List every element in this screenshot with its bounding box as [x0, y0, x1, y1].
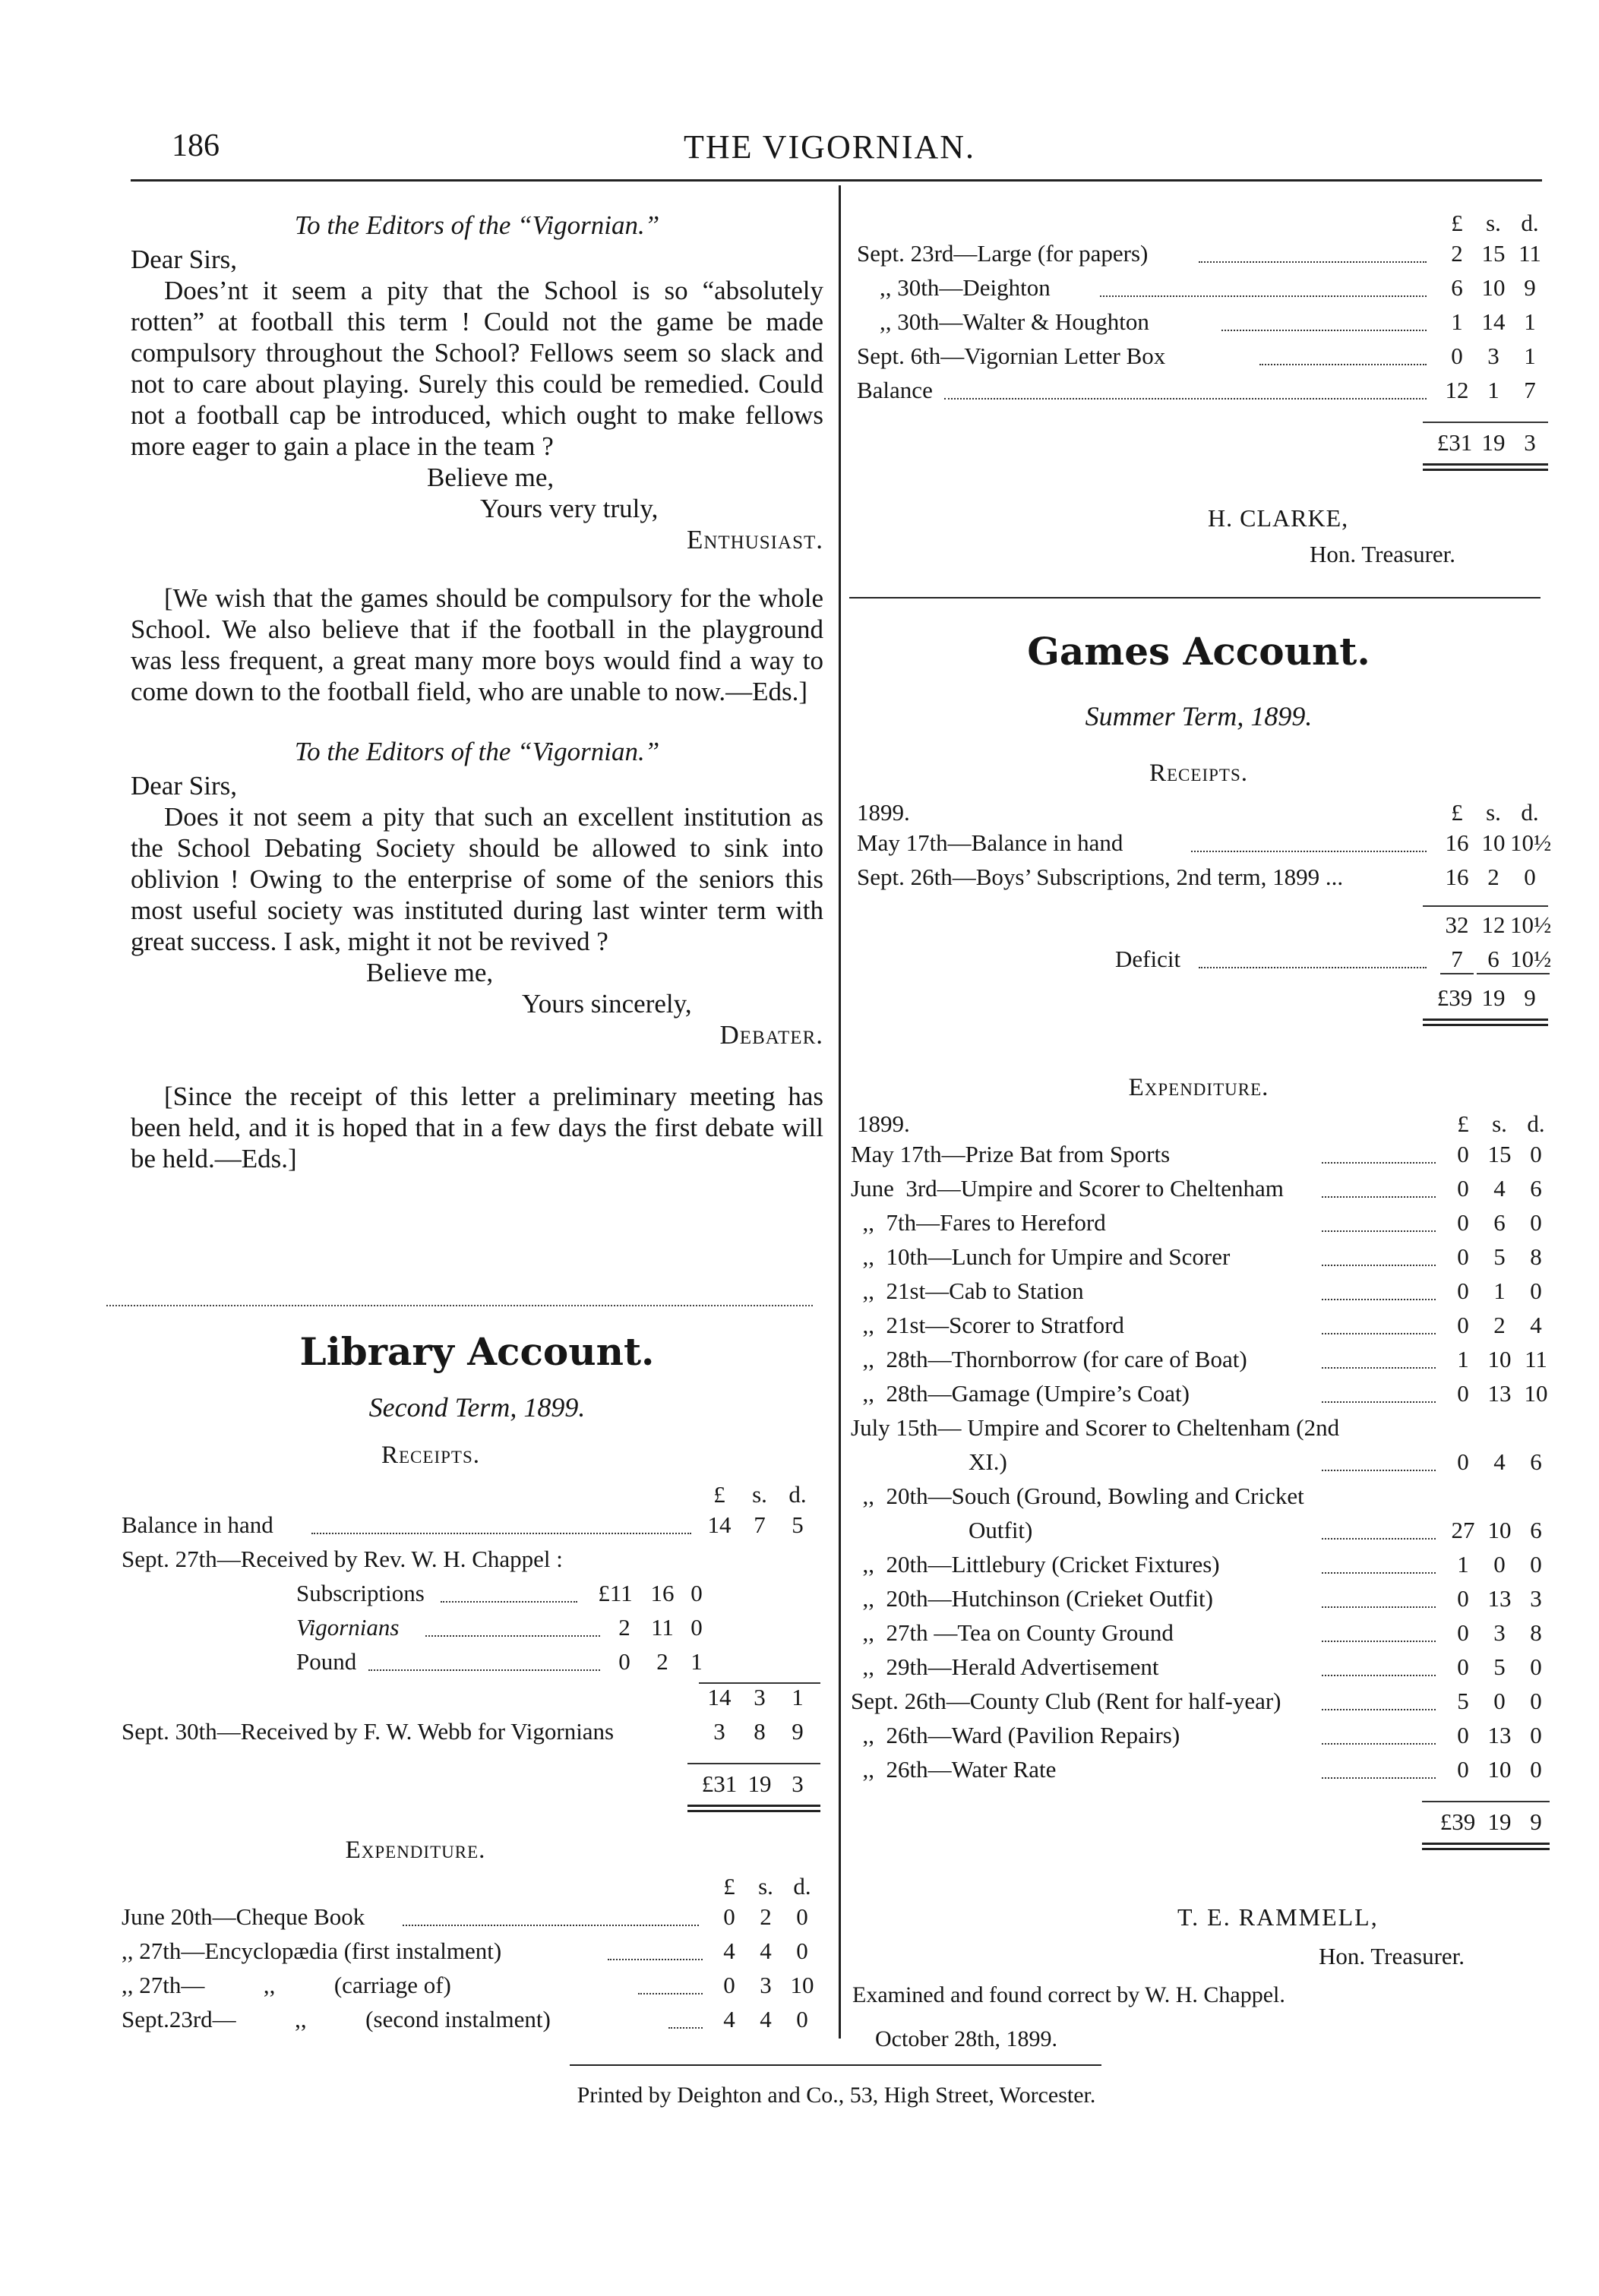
library-treasurer-title: Hon. Treasurer. [1310, 541, 1456, 567]
amount-s: 2 [1493, 1312, 1506, 1338]
amount-l: 0 [1457, 1585, 1469, 1612]
amount-l: 0 [1457, 1209, 1469, 1236]
amount-l: 0 [1457, 1141, 1469, 1167]
deficit-row: Deficit 7 6 10½ [857, 946, 1548, 980]
letter1-body: Does’nt it seem a pity that the School is so “absolutely rotten” at football this term ! Could not the game be made compulsory throughout the School? Fellows seem so slack and not to care about playing. Surely this could be remedied. Could not a football cap be introduced, which ought to make fellows more eager to gain a place in the team ? [131, 276, 823, 461]
row-label: ,, 20th—Souch (Ground, Bowling and Cricket [851, 1483, 1304, 1509]
table-row [851, 1756, 1550, 1790]
currency-header: 1899. £ s. d. [857, 1110, 1545, 1137]
library-expenditure-continued [857, 210, 1548, 471]
table-row [851, 1141, 1550, 1175]
amount-d: 0 [1530, 1209, 1542, 1236]
footer-rule [570, 2064, 1101, 2066]
amount-d: 6 [1530, 1448, 1542, 1475]
letter2-address: To the Editors of the “Vigornian.” [294, 737, 660, 766]
table-row [851, 1312, 1550, 1346]
amount-s: 3 [1493, 1619, 1506, 1646]
amount-d: 8 [1530, 1243, 1542, 1270]
amount-d: 0 [1530, 1141, 1542, 1167]
table-row: Balance 12 1 7 [857, 377, 1536, 403]
amount-d: 6 [1530, 1175, 1542, 1202]
amount-s: 6 [1493, 1209, 1506, 1236]
row-label: ,, 20th—Littlebury (Cricket Fixtures) [851, 1551, 1220, 1578]
games-treasurer: T. E. RAMMELL, [1177, 1903, 1379, 1931]
table-row [851, 1209, 1550, 1243]
row-label: ,, 28th—Thornborrow (for care of Boat) [851, 1346, 1247, 1372]
table-row [851, 1585, 1550, 1619]
games-title: Games Account. [1027, 629, 1370, 674]
amount-l: 0 [1457, 1448, 1469, 1475]
total-row: £31 19 3 [701, 1770, 804, 1797]
row-label: ,, 27th —Tea on County Ground [851, 1619, 1174, 1646]
amount-l: 0 [1457, 1380, 1469, 1407]
letter2-closing2: Yours sincerely, [522, 989, 692, 1019]
amount-s: 13 [1487, 1585, 1512, 1612]
amount-s: 4 [1493, 1448, 1506, 1475]
row-label: Outfit) [851, 1517, 1033, 1543]
table-row: Sept. 30th—Received by F. W. Webb for Vigornians 3 8 9 [122, 1718, 804, 1745]
games-expenditure-rows [851, 1141, 1550, 1790]
library-receipts-heading: Receipts. [381, 1442, 480, 1469]
letter2-body: Does it not seem a pity that such an excellent institution as the School Debating Society should be allowed to sink into oblivion ! Owing to the enterprise of some of the seniors this most useful society was instituted during last winter term with great success. I ask, might it not be revived ? [131, 802, 823, 956]
row-label: ,, 29th—Herald Advertisement [851, 1653, 1159, 1680]
amount-d: 8 [1530, 1619, 1542, 1646]
row-label: ,, 20th—Hutchinson (Crieket Outfit) [851, 1585, 1213, 1612]
page-number: 186 [172, 128, 220, 163]
table-row [851, 1653, 1550, 1688]
amount-d: 4 [1530, 1312, 1542, 1338]
examined-date: October 28th, 1899. [875, 2026, 1057, 2051]
amount-s: 1 [1493, 1277, 1506, 1304]
table-row [851, 1688, 1550, 1722]
double-rule [1423, 1019, 1548, 1026]
table-row: June 20th—Cheque Book 0 2 0 [122, 1903, 808, 1930]
amount-d: 10 [1524, 1380, 1548, 1407]
games-top-rule [849, 597, 1541, 598]
table-row: ,, 30th—Walter & Houghton 1 14 1 [880, 308, 1536, 335]
table-row [851, 1175, 1550, 1209]
row-label: ,, 21st—Cab to Station [851, 1277, 1084, 1304]
amount-l: 1 [1457, 1551, 1469, 1578]
games-expenditure [851, 1110, 1550, 1850]
amount-d: 11 [1525, 1346, 1547, 1372]
subtotal-row: 32 12 10½ [1445, 911, 1552, 938]
editors-reply-1: [We wish that the games should be compulsory for the whole School. We also believe that if the football in the playground was less frequent, a great many more boys would find a way to come down to the football field, who are unable to now.—Eds.] [131, 583, 823, 706]
table-row: Pound 0 2 1 [296, 1648, 703, 1675]
library-expenditure [122, 1873, 820, 2040]
letter1-signature: Enthusiast. [686, 525, 823, 554]
currency-header: £ s. d. [1451, 210, 1539, 236]
letter2-closing: Believe me, [366, 958, 494, 987]
amount-l: 0 [1457, 1277, 1469, 1304]
letter1-address: To the Editors of the “Vigornian.” [294, 210, 660, 240]
row-label: ,, 21st—Scorer to Stratford [851, 1312, 1124, 1338]
row-label: ,, 10th—Lunch for Umpire and Scorer [851, 1243, 1231, 1270]
amount-s: 10 [1487, 1346, 1512, 1372]
amount-s: 13 [1487, 1380, 1512, 1407]
double-rule [1423, 463, 1548, 471]
pence-heading: d. [788, 1481, 807, 1508]
column-divider [839, 185, 841, 2039]
table-row: Sept. 26th—Boys’ Subscriptions, 2nd term, 1899 ... 16 2 0 [857, 864, 1536, 890]
table-row [851, 1243, 1550, 1277]
row-label: June 3rd—Umpire and Scorer to Cheltenham [851, 1175, 1284, 1202]
games-expenditure-heading: Expenditure. [1128, 1074, 1269, 1101]
row-label: Sept. 26th—County Club (Rent for half-year) [851, 1688, 1281, 1714]
amount-d: 0 [1530, 1688, 1542, 1714]
amount-l: 0 [1457, 1619, 1469, 1646]
amount-l: 0 [1457, 1722, 1469, 1748]
amount-s: 5 [1493, 1653, 1506, 1680]
table-row [851, 1483, 1550, 1517]
table-row: Vigornians 2 11 0 [296, 1614, 703, 1641]
amount-s: 10 [1487, 1756, 1512, 1783]
row-label: ,, 7th—Fares to Hereford [851, 1209, 1106, 1236]
amount-s: 0 [1493, 1551, 1506, 1578]
currency-header [122, 1481, 820, 1511]
table-row: ,, 27th— ,, (carriage of) 0 3 10 [122, 1972, 814, 1998]
amount-s: 15 [1487, 1141, 1512, 1167]
letter1-closing2: Yours very truly, [480, 494, 659, 523]
amount-s: 13 [1487, 1722, 1512, 1748]
amount-l: 0 [1457, 1653, 1469, 1680]
games-receipts-heading: Receipts. [1149, 760, 1248, 787]
amount-d: 0 [1530, 1756, 1542, 1783]
table-row: Sept. 6th—Vigornian Letter Box 0 3 1 [857, 343, 1536, 369]
amount-d: 6 [1530, 1517, 1542, 1543]
table-row: Subscriptions £11 16 0 [296, 1580, 703, 1606]
games-receipts [857, 799, 1552, 1026]
double-rule [1422, 1843, 1550, 1850]
table-row [851, 1722, 1550, 1756]
table-row: Sept. 27th—Received by Rev. W. H. Chappel : [122, 1546, 563, 1572]
table-row [851, 1380, 1550, 1414]
table-row [851, 1414, 1550, 1448]
table-row [851, 1277, 1550, 1312]
table-row [851, 1346, 1550, 1380]
games-treasurer-title: Hon. Treasurer. [1319, 1943, 1465, 1969]
library-title: Library Account. [299, 1329, 655, 1374]
pounds-heading: £ [713, 1481, 725, 1508]
table-row [851, 1551, 1550, 1585]
examined-note: Examined and found correct by W. H. Chappel. [852, 1982, 1285, 2007]
amount-d: 0 [1530, 1551, 1542, 1578]
row-label: ,, 26th—Ward (Pavilion Repairs) [851, 1722, 1180, 1748]
printer-imprint: Printed by Deighton and Co., 53, High Street, Worcester. [577, 2083, 1096, 2108]
journal-title: THE VIGORNIAN. [684, 128, 976, 166]
subtotal-row: 14 3 1 [699, 1682, 820, 1718]
table-row [851, 1448, 1550, 1483]
amount-l: 27 [1451, 1517, 1475, 1543]
row-label: XI.) [851, 1448, 1007, 1475]
header-rule [131, 179, 1542, 182]
letter2-salutation: Dear Sirs, [131, 771, 237, 801]
amount-l: 0 [1457, 1175, 1469, 1202]
shillings-heading: s. [752, 1481, 767, 1508]
amount-s: 0 [1493, 1688, 1506, 1714]
currency-header: £ s. d. [723, 1873, 811, 1900]
table-row: Balance in hand 14 7 5 [122, 1511, 804, 1538]
row-label: May 17th—Prize Bat from Sports [851, 1141, 1171, 1167]
table-row: ,, 30th—Deighton 6 10 9 [880, 274, 1536, 301]
left-column [131, 210, 823, 1174]
letter1-closing: Believe me, [427, 463, 555, 492]
amount-l: 1 [1457, 1346, 1469, 1372]
amount-s: 4 [1493, 1175, 1506, 1202]
amount-d: 0 [1530, 1653, 1542, 1680]
library-treasurer: H. CLARKE, [1208, 504, 1349, 532]
row-label: ,, 28th—Gamage (Umpire’s Coat) [851, 1380, 1190, 1407]
table-row: Sept.23rd— ,, (second instalment) 4 4 0 [122, 2006, 808, 2032]
games-subtitle: Summer Term, 1899. [1085, 701, 1313, 731]
currency-header: 1899. £ s. d. [857, 799, 1539, 826]
amount-s: 10 [1487, 1517, 1512, 1543]
row-label: ,, 26th—Water Rate [851, 1756, 1057, 1783]
table-row: Sept. 23rd—Large (for papers) 2 15 11 [857, 240, 1541, 267]
total-row: £39 19 9 [1436, 984, 1536, 1011]
amount-l: 0 [1457, 1312, 1469, 1338]
amount-l: 0 [1457, 1243, 1469, 1270]
amount-d: 0 [1530, 1277, 1542, 1304]
amount-l: 5 [1457, 1688, 1469, 1714]
library-receipts [122, 1481, 820, 1812]
table-row [851, 1619, 1550, 1653]
library-rule [106, 1305, 813, 1306]
table-row [851, 1517, 1550, 1551]
amount-l: 0 [1457, 1756, 1469, 1783]
row-label: July 15th— Umpire and Scorer to Cheltenham (2nd [851, 1414, 1340, 1441]
double-rule [687, 1805, 820, 1812]
table-row: ,, 27th—Encyclopædia (first instalment) 4 4 0 [122, 1938, 808, 1964]
total-row: £39 19 9 [1439, 1808, 1542, 1835]
letter1-salutation: Dear Sirs, [131, 245, 237, 274]
library-expenditure-heading: Expenditure. [345, 1836, 486, 1864]
editors-reply-2: [Since the receipt of this letter a preliminary meeting has been held, and it is hoped that in a few days the first debate will be held.—Eds.] [131, 1082, 823, 1173]
amount-d: 0 [1530, 1722, 1542, 1748]
table-row: May 17th—Balance in hand 16 10 10½ [857, 829, 1552, 856]
amount-d: 3 [1530, 1585, 1542, 1612]
amount-s: 5 [1493, 1243, 1506, 1270]
total-row: £31 19 3 [1436, 429, 1536, 456]
letter2-signature: Debater. [719, 1020, 823, 1050]
library-subtitle: Second Term, 1899. [368, 1392, 586, 1423]
